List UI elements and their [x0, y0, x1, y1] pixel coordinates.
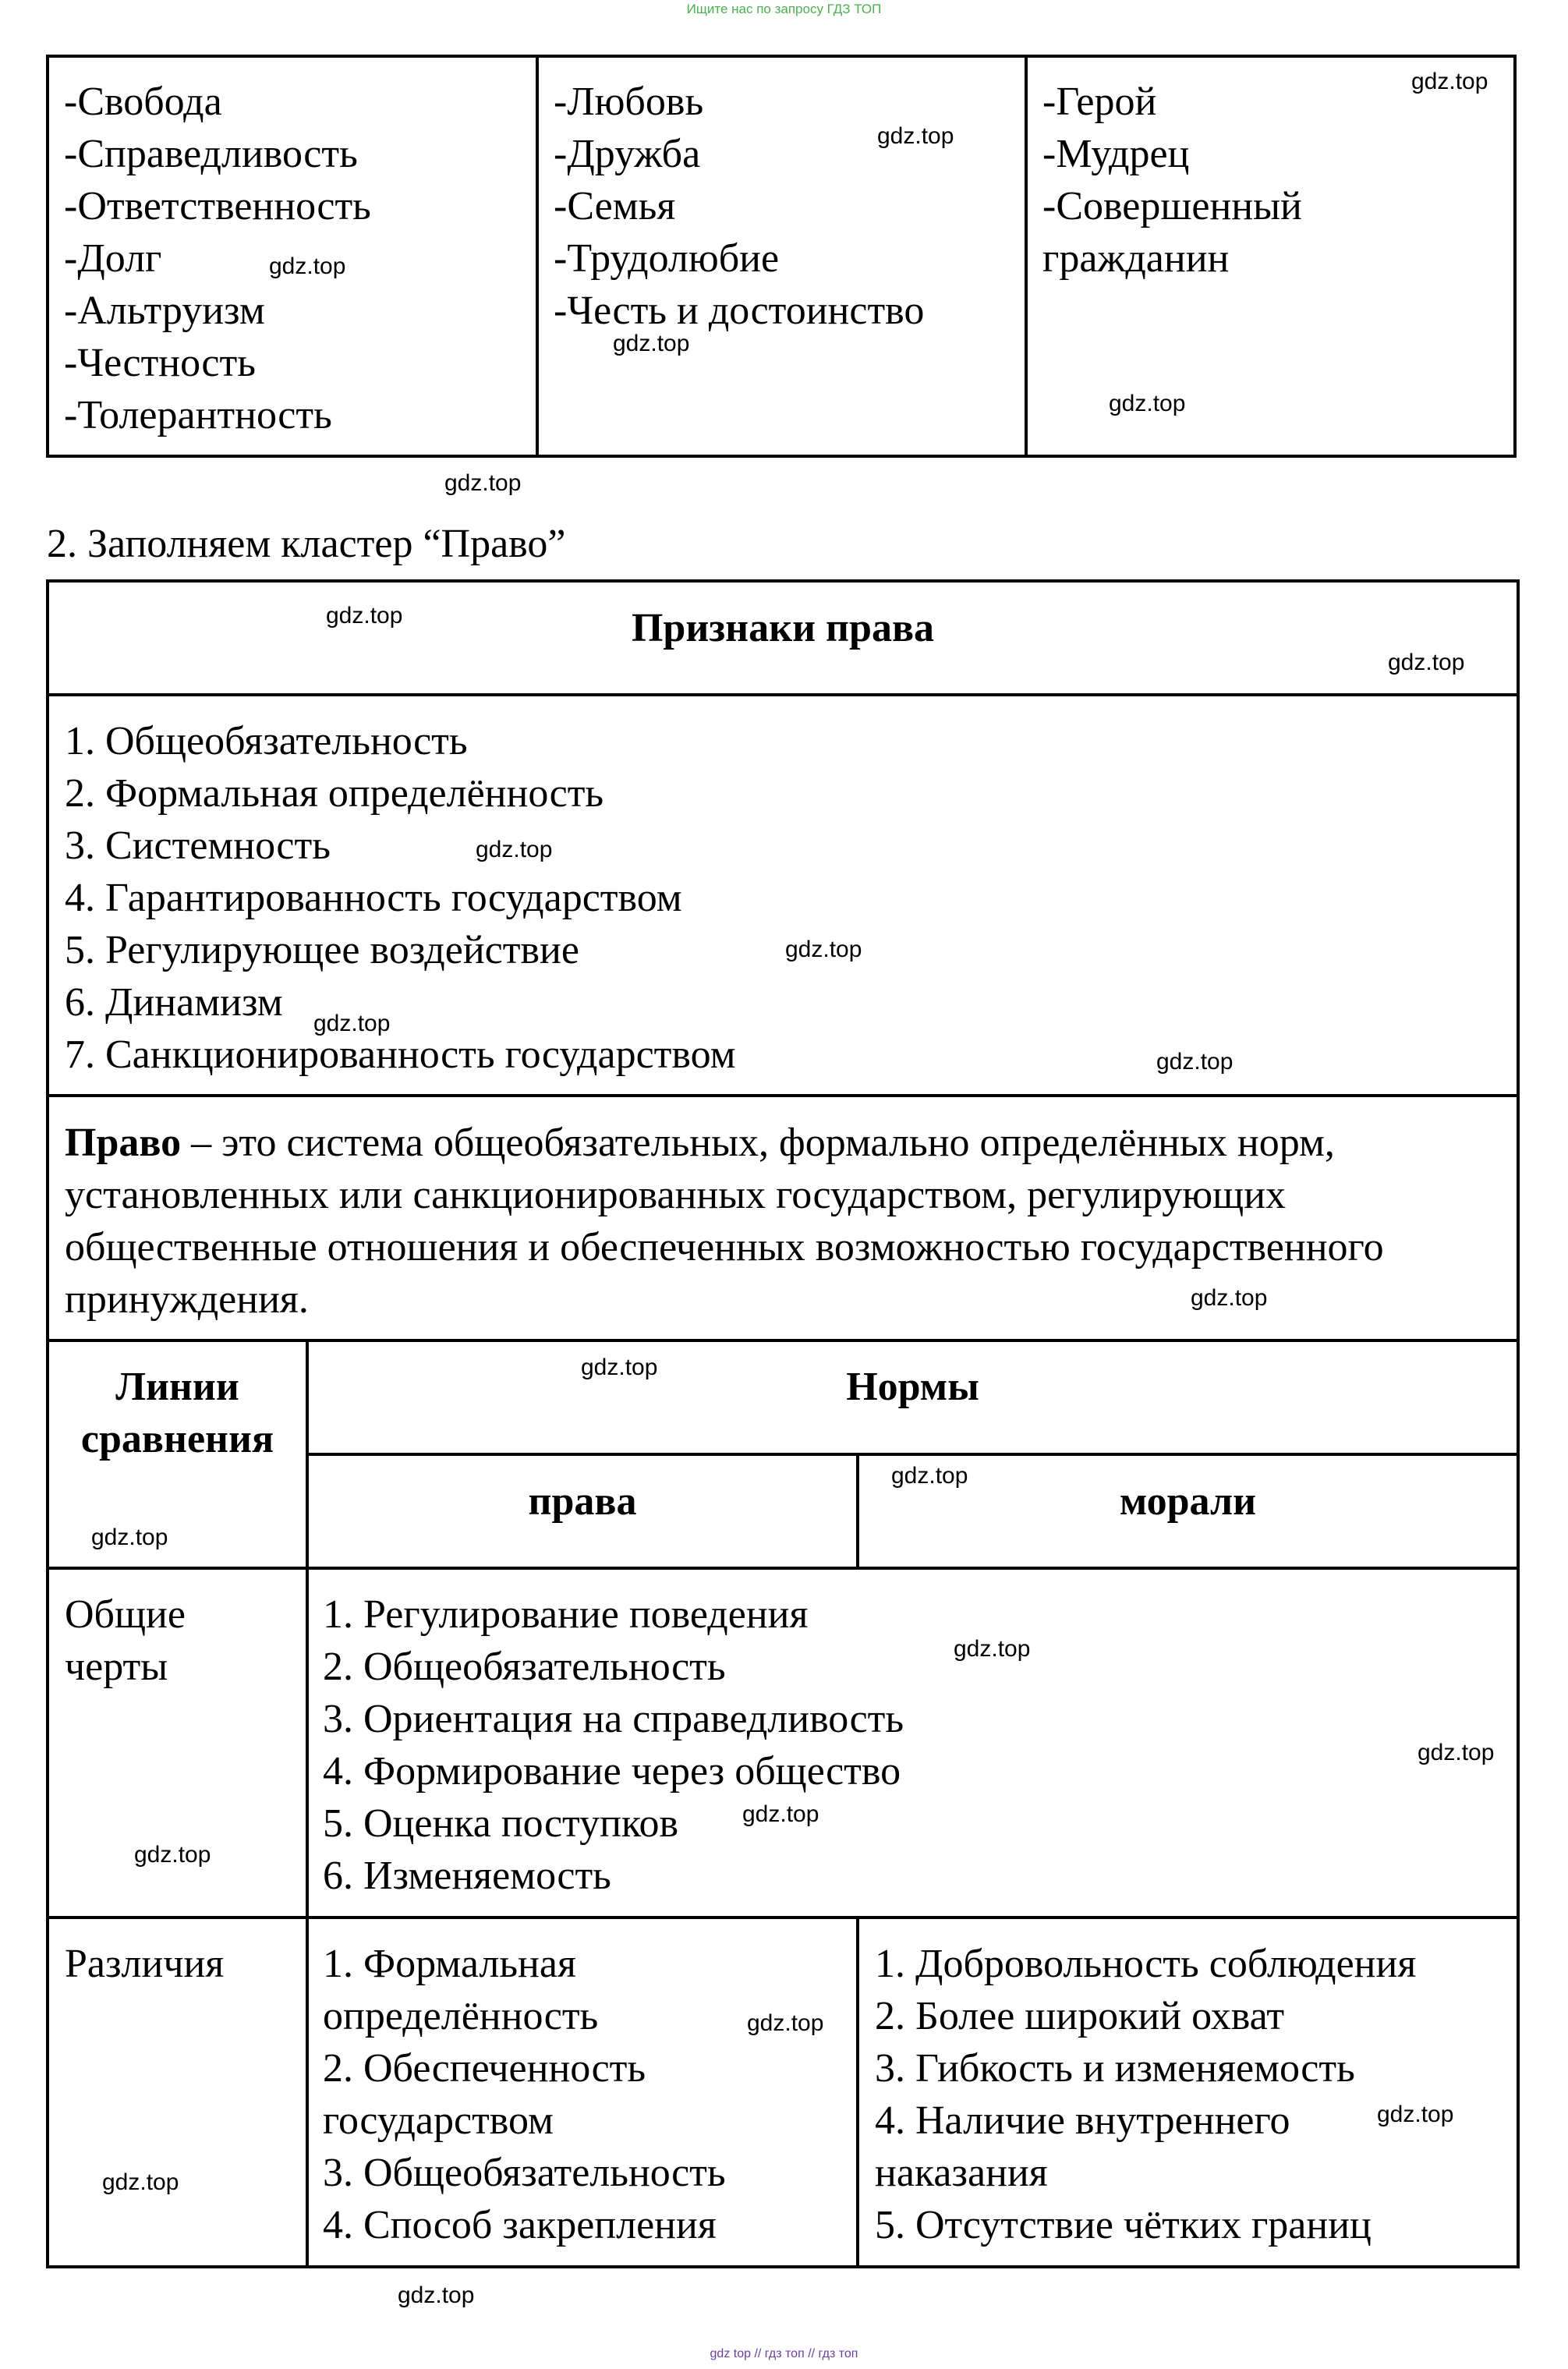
watermark: gdz.top: [444, 470, 522, 496]
table-border: [46, 1339, 1520, 1342]
table-border: [1517, 579, 1520, 2268]
bottom-banner: gdz top // гдз топ // гдз топ: [710, 2347, 858, 2360]
watermark: gdz.top: [877, 123, 954, 149]
watermark: gdz.top: [326, 603, 403, 629]
watermark: gdz.top: [1388, 650, 1465, 675]
list-item: 4. Способ закрепления: [323, 2203, 717, 2247]
watermark: gdz.top: [785, 937, 862, 962]
table-border: [1513, 55, 1517, 458]
list-item: 1. Регулирование поведения: [323, 1592, 809, 1637]
common-label-line: Общие: [65, 1592, 186, 1637]
list-item: -Свобода: [64, 80, 222, 124]
list-item: 2. Обеспеченность: [323, 2046, 646, 2091]
list-item: 6. Изменяемость: [323, 1854, 611, 1898]
table-border: [46, 2265, 1520, 2268]
list-item: гражданин: [1042, 236, 1230, 281]
watermark: gdz.top: [313, 1011, 391, 1036]
list-item: -Справедливость: [64, 132, 358, 176]
lines-header: [49, 1361, 306, 1465]
list-item: -Долг: [64, 236, 162, 281]
watermark: gdz.top: [398, 2282, 475, 2308]
table-border: [46, 1567, 1520, 1570]
list-item: 4. Гарантированность государством: [65, 876, 682, 920]
list-item: 7. Санкционированность государством: [65, 1032, 736, 1077]
table-border: [46, 55, 1517, 58]
list-item: 2. Формальная определённость: [65, 771, 604, 816]
list-item: -Совершенный: [1042, 184, 1302, 228]
list-item: государством: [323, 2098, 554, 2143]
values-col-3: [1042, 76, 1302, 285]
table-border: [46, 579, 1520, 583]
lines-header-line: сравнения: [80, 1417, 274, 1461]
watermark: gdz.top: [613, 331, 690, 356]
list-item: 3. Системность: [65, 823, 331, 868]
diff-label: Различия: [65, 1942, 225, 1986]
norms-header: Нормы: [846, 1365, 979, 1409]
signs-heading: Признаки права: [631, 606, 935, 650]
moral-header: морали: [1119, 1479, 1257, 1524]
definition-term: Право: [65, 1121, 182, 1165]
values-col-2: [554, 76, 924, 337]
watermark: gdz.top: [102, 2169, 179, 2195]
table-border: [536, 55, 539, 458]
table-border: [46, 55, 49, 458]
list-item: -Семья: [554, 184, 676, 228]
list-item: 3. Общеобязательность: [323, 2151, 726, 2195]
list-item: -Мудрец: [1042, 132, 1190, 176]
list-item: -Честность: [64, 341, 256, 385]
watermark: gdz.top: [476, 837, 553, 862]
table-border: [306, 1453, 1520, 1456]
table-border: [1025, 55, 1028, 458]
watermark: gdz.top: [1411, 69, 1488, 94]
list-item: 1. Добровольность соблюдения: [875, 1942, 1417, 1986]
section-title: 2. Заполняем кластер “Право”: [47, 522, 566, 566]
list-item: -Дружба: [554, 132, 701, 176]
list-item: 2. Общеобязательность: [323, 1645, 726, 1689]
diff-moral-list: [875, 1938, 1416, 2251]
watermark: gdz.top: [1377, 2102, 1454, 2127]
watermark: gdz.top: [742, 1801, 819, 1827]
table-border: [46, 693, 1520, 696]
list-item: 6. Динамизм: [65, 980, 283, 1025]
watermark: gdz.top: [747, 2010, 824, 2036]
list-item: -Альтруизм: [64, 289, 265, 333]
list-item: -Любовь: [554, 80, 704, 124]
diff-law-list: [323, 1938, 726, 2251]
watermark: gdz.top: [581, 1354, 658, 1380]
watermark: gdz.top: [891, 1463, 968, 1489]
watermark: gdz.top: [1156, 1049, 1234, 1075]
watermark: gdz.top: [1418, 1740, 1495, 1765]
list-item: 2. Более широкий охват: [875, 1994, 1285, 2038]
list-item: 4. Формирование через общество: [323, 1749, 901, 1794]
list-item: наказания: [875, 2151, 1048, 2195]
table-border: [46, 1916, 1520, 1919]
list-item: определённость: [323, 1994, 599, 2038]
definition-text: – это система общеобязательных, формально определённых норм, установленных или санкционированных государством, регулирующих общественные отношения и обеспеченных возможностью государственного принуждения.: [65, 1121, 1384, 1322]
table-border: [46, 1094, 1520, 1097]
watermark: gdz.top: [1191, 1285, 1268, 1311]
list-item: 4. Наличие внутреннего: [875, 2098, 1290, 2143]
watermark: gdz.top: [954, 1636, 1031, 1662]
lines-header-line: Линии: [115, 1365, 239, 1409]
watermark: gdz.top: [269, 253, 346, 279]
list-item: -Честь и достоинство: [554, 289, 925, 333]
table-border: [46, 455, 1517, 458]
list-item: 1. Общеобязательность: [65, 719, 468, 763]
signs-list: [65, 715, 736, 1081]
list-item: 5. Регулирующее воздействие: [65, 928, 579, 972]
common-label: [65, 1588, 186, 1693]
list-item: -Ответственность: [64, 184, 371, 228]
list-item: 3. Гибкость и изменяемость: [875, 2046, 1355, 2091]
list-item: 1. Формальная: [323, 1942, 576, 1986]
law-definition: [65, 1117, 1531, 1326]
list-item: 5. Оценка поступков: [323, 1801, 679, 1846]
list-item: -Трудолюбие: [554, 236, 780, 281]
watermark: gdz.top: [91, 1524, 168, 1550]
top-banner: Ищите нас по запросу ГДЗ ТОП: [686, 2, 882, 16]
watermark: gdz.top: [134, 1842, 211, 1868]
list-item: -Толерантность: [64, 393, 332, 437]
table-border: [856, 1916, 859, 2268]
law-header: права: [528, 1479, 637, 1524]
watermark: gdz.top: [1109, 391, 1186, 416]
common-label-line: черты: [65, 1645, 168, 1689]
common-list: [323, 1588, 904, 1902]
list-item: 5. Отсутствие чётких границ: [875, 2203, 1372, 2247]
list-item: 3. Ориентация на справедливость: [323, 1697, 904, 1741]
list-item: -Герой: [1042, 80, 1157, 124]
